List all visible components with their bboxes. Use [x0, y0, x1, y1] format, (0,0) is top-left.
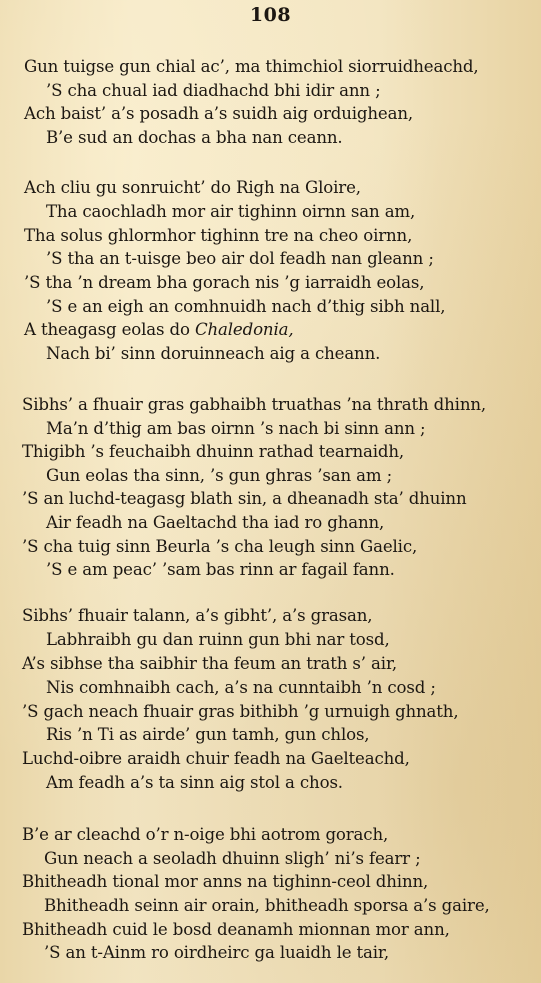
verse-line: Tha solus ghlormhor tighinn tre na cheo oirnn, — [24, 226, 413, 245]
verse-line: Labhraibh gu dan ruinn gun bhi nar tosd, — [46, 630, 390, 649]
verse-line: Luchd-oibre araidh chuir feadh na Gaelteachd, — [22, 749, 410, 768]
verse-line: Ris ’n Ti as airde’ gun tamh, gun chlos, — [46, 725, 370, 744]
verse-line: Gun tuigse gun chial ac’, ma thimchiol siorruidheachd, — [24, 57, 479, 76]
verse-line: Air feadh na Gaeltachd tha iad ro ghann, — [46, 513, 385, 532]
verse-line: Ma’n d’thig am bas oirnn ’s nach bi sinn ann ; — [46, 419, 426, 438]
verse-line: Ach cliu gu sonruicht’ do Righ na Gloire, — [24, 178, 361, 197]
verse-line: Am feadh a’s ta sinn aig stol a chos. — [46, 773, 343, 792]
verse-line: ’S cha tuig sinn Beurla ’s cha leugh sinn Gaelic, — [22, 537, 418, 556]
verse-line: Bhitheadh cuid le bosd deanamh mionnan mor ann, — [22, 920, 450, 939]
verse-line: Tha caochladh mor air tighinn oirnn san am, — [46, 202, 416, 221]
verse-line: Sibhs’ a fhuair gras gabhaibh truathas ’na thrath dhinn, — [22, 395, 487, 414]
verse-line-text: A theagasg eolas do — [24, 320, 195, 339]
italic-place-name: Chaledonia, — [194, 320, 294, 339]
verse-line: Nis comhnaibh cach, a’s na cunntaibh ’n cosd ; — [46, 678, 436, 697]
verse-line: Bhitheadh tional mor anns na tighinn-ceol dhinn, — [22, 872, 429, 891]
verse-line: ’S gach neach fhuair gras bithibh ’g urnuigh ghnath, — [22, 702, 459, 721]
verse-line: ’S tha ’n dream bha gorach nis ’g iarraidh eolas, — [24, 273, 425, 292]
verse-line: ’S an luchd-teagasg blath sin, a dheanadh sta’ dhuinn — [22, 489, 467, 508]
page-number: 108 — [249, 4, 292, 26]
verse-line: Gun eolas tha sinn, ’s gun ghras ’san am ; — [46, 466, 393, 485]
verse-line: ’S an t-Ainm ro oirdheirc ga luaidh le tair, — [44, 943, 390, 962]
verse-line — [24, 318, 293, 342]
verse-line: Thigibh ’s feuchaibh dhuinn rathad tearnaidh, — [22, 442, 405, 461]
verse-line: B’e ar cleachd o’r n-oige bhi aotrom gorach, — [22, 825, 389, 844]
verse-line: Ach baist’ a’s posadh a’s suidh aig orduighean, — [24, 104, 413, 123]
verse-line: ’S e an eigh an comhnuidh nach d’thig sibh nall, — [46, 297, 446, 316]
verse-line: Nach bi’ sinn doruinneach aig a cheann. — [46, 344, 381, 363]
verse-line: Sibhs’ fhuair talann, a’s gibht’, a’s grasan, — [22, 606, 373, 625]
verse-line: Bhitheadh seinn air orain, bhitheadh sporsa a’s gaire, — [44, 896, 490, 915]
verse-line: A’s sibhse tha saibhir tha feum an trath s’ air, — [22, 654, 398, 673]
verse-line: Gun neach a seoladh dhuinn sligh’ ni’s fearr ; — [44, 849, 421, 868]
verse-line: ’S e am peac’ ’sam bas rinn ar fagail fann. — [46, 560, 395, 579]
verse-line: ’S tha an t-uisge beo air dol feadh nan gleann ; — [46, 249, 434, 268]
verse-line: B’e sud an dochas a bha nan ceann. — [46, 128, 343, 147]
verse-line: ’S cha chual iad diadhachd bhi idir ann ; — [46, 81, 381, 100]
